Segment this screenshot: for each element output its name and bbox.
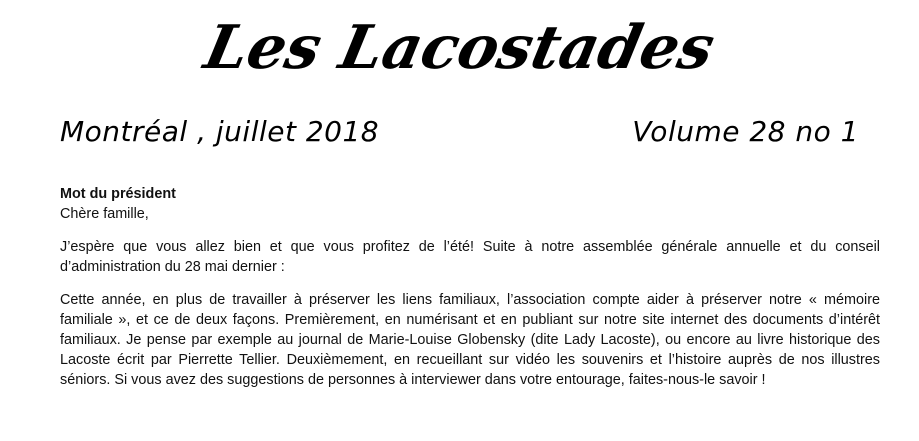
article-body [60,184,880,403]
article-paragraph-2: Cette année, en plus de travailler à préserver les liens familiaux, l’association compte aider à préserver notre « mémoire familiale », et ce de deux façons. Premièrement, en numérisant et en publiant sur notre site internet des documents d’intérêt familiaux. Je pense par exemple au journal de Marie-Louise Globensky (dite Lady Lacoste), ou encore au livre historique des Lacoste écrit par Pierrette Tellier. Deuxièmement, en recueillant sur vidéo les souvenirs et l’histoire auprès de nos illustres séniors. Si vous avez des suggestions de personnes à interviewer dans votre entourage, faites-nous-le savoir ! [60,292,880,388]
article-paragraph-1: J’espère que vous allez bien et que vous profitez de l’été! Suite à notre assemblée générale annuelle et du conseil d’administration du 28 mai dernier : [60,239,880,275]
issue-volume: Volume 28 no 1 [632,115,859,148]
issue-place-date: Montréal , juillet 2018 [60,115,380,148]
newsletter-title: Les Lacostades [198,13,721,83]
article-greeting: Chère famille, [60,206,149,222]
article-heading: Mot du président [60,186,176,202]
